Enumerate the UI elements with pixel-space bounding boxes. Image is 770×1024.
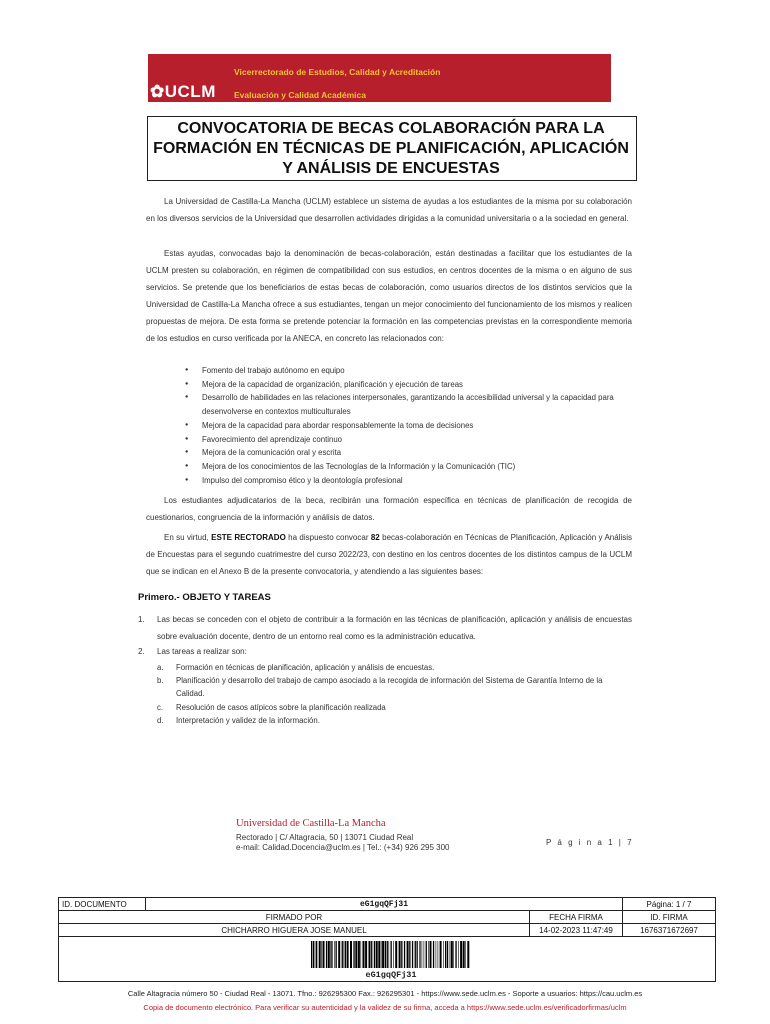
table-row	[59, 898, 716, 911]
rectorado-paragraph	[146, 529, 632, 580]
contact-footer: Calle Altagracia número 50 - Ciudad Real - 13071. Tfno.: 926295300 Fax.: 926295301 - https://www.sede.uclm.es - Soporte a usuarios: https://cau.uclm.es	[127, 989, 643, 998]
barcode-bar	[381, 941, 382, 968]
document-code: eG1gqQFj31	[146, 898, 623, 911]
item-number: 2.	[138, 647, 145, 656]
signer-name: CHICHARRO HIGUERA JOSE MANUEL	[59, 924, 530, 937]
barcode-bar	[433, 941, 434, 968]
becas-count: 82	[370, 533, 380, 542]
barcode-bar	[389, 941, 390, 968]
barcode-bar	[393, 941, 394, 968]
barcode-bar	[319, 941, 321, 968]
sub-item: Interpretación y validez de la información.	[176, 716, 320, 725]
barcode-bar	[328, 941, 330, 968]
barcode-bar	[361, 941, 362, 968]
barcode-bar	[460, 941, 462, 968]
barcode-bar	[443, 941, 444, 968]
barcode-bar	[376, 941, 378, 968]
barcode-bar	[450, 941, 451, 968]
barcode-bar	[374, 941, 375, 968]
barcode-bar	[415, 941, 416, 968]
barcode-bar	[438, 941, 439, 968]
barcode-bar	[440, 941, 442, 968]
sign-date: 14-02-2023 11:47:49	[530, 924, 623, 937]
signature-id: 1676371672697	[623, 924, 716, 937]
section-heading: Primero.- OBJETO Y TAREAS	[138, 592, 271, 603]
barcode-bar	[371, 941, 372, 968]
barcode-bar	[458, 941, 459, 968]
barcode-bar	[353, 941, 354, 968]
section-item-2: Las tareas a realizar son:	[157, 647, 247, 656]
sub-letter: b.	[157, 676, 164, 685]
barcode-bar	[407, 941, 409, 968]
intro-paragraph-2: Estas ayudas, convocadas bajo la denominación de becas-colaboración, están destinadas a facilitar que los estudiantes de la UCLM presten su colaboración, en régimen de compatibilidad con sus estudios, en centros docentes de la misma o en alguno de sus servicios. Se pretende que los beneficiarios de estas becas de colaboración, como usuarios directos de los distintos servicios que la Universidad de Castilla-La Mancha ofrece a sus estudiantes, tengan un mejor conocimiento del funcionamiento de los mismos y realicen propuestas de mejora. De esta forma se pretende potenciar la formación en las competencias previstas en la correspondiente memoria de los estudios en curso verificada por la ANECA, en concreto las relacionados con:	[146, 249, 632, 343]
barcode-bar	[369, 941, 371, 968]
barcode-bar	[419, 941, 420, 968]
sub-item: Resolución de casos atípicos sobre la planificación realizada	[176, 703, 386, 712]
barcode-bar	[409, 941, 410, 968]
uclm-logo-text	[150, 82, 216, 102]
page-number: P á g i n a 1 | 7	[546, 838, 634, 847]
logo-emblem-icon: ✿	[150, 82, 165, 101]
barcode-bar	[363, 941, 365, 968]
verification-note: Copia de documento electrónico. Para verificar su autenticidad y la validez de su firma, acceda a https://www.sede.uclm.es/verificadorfirmas/uclm	[143, 1003, 627, 1012]
sub-item: Formación en técnicas de planificación, aplicación y análisis de encuestas.	[176, 663, 435, 672]
barcode-bar	[330, 941, 331, 968]
university-name: Universidad de Castilla-La Mancha	[236, 818, 386, 829]
barcode-bar	[378, 941, 380, 968]
barcode-image	[311, 941, 471, 968]
barcode-bar	[436, 941, 437, 968]
barcode-bar	[391, 941, 392, 968]
barcode-code: eG1gqQFj31	[365, 970, 417, 980]
logo-label: UCLM	[164, 82, 216, 101]
fecha-label: FECHA FIRMA	[530, 911, 623, 924]
barcode-bar	[451, 941, 453, 968]
barcode-bar	[332, 941, 333, 968]
text-run: becas-colaboración en Técnicas de Planificación, Aplicación y Análisis de Encuestas para el segundo cuatrimestre del curso 2022/23, con destino en los centros docentes de los distintos campus de la UCLM que se indican en el Anexo B de la presente convocatoria, y atendiendo a las siguientes bases:	[146, 533, 633, 576]
competencies-list	[146, 364, 632, 487]
university-contact: e-mail: Calidad.Docencia@uclm.es | Tel.: (+34) 926 295 300	[236, 843, 450, 852]
barcode-bar	[465, 941, 466, 968]
barcode-bar	[420, 941, 421, 968]
firmado-label: FIRMADO POR	[59, 911, 530, 924]
intro-paragraph-1: La Universidad de Castilla-La Mancha (UCLM) establece un sistema de ayudas a los estudiantes de la misma por su colaboración en los diversos servicios de la Universidad que desarrollen actividades dirigidas a la comunidad universitaria o a la sociedad en general.	[146, 197, 632, 223]
list-item: ● Favorecimiento del aprendizaje continuo	[146, 433, 632, 447]
training-paragraph: Los estudiantes adjudicatarios de la beca, recibirán una formación específica en técnicas de planificación de recogida de cuestionarios, congruencia de la información y análisis de datos.	[146, 496, 632, 522]
barcode-bar	[350, 941, 352, 968]
barcode-bar	[455, 941, 456, 968]
barcode-bar	[316, 941, 317, 968]
barcode-bar	[311, 941, 312, 968]
barcode-bar	[447, 941, 448, 968]
barcode-bar	[321, 941, 322, 968]
sub-item: Planificación y desarrollo del trabajo de campo asociado a la recogida de información del Sistema de Garantía Interno de la Calidad.	[176, 676, 603, 698]
barcode-bar	[445, 941, 446, 968]
barcode-bar	[345, 941, 346, 968]
barcode-bar	[412, 941, 413, 968]
barcode-bar	[338, 941, 340, 968]
barcode-bar	[358, 941, 360, 968]
page-count: Página: 1 / 7	[623, 898, 716, 911]
barcode-bar	[382, 941, 384, 968]
barcode-bar	[326, 941, 327, 968]
sub-letter: a.	[157, 663, 164, 672]
rectorado-bold: ESTE RECTORADO	[211, 533, 286, 542]
list-item: ● Mejora de la capacidad de organización, planificación y ejecución de tareas	[146, 378, 632, 392]
barcode-bar	[404, 941, 405, 968]
barcode-bar	[315, 941, 316, 968]
barcode-bar	[387, 941, 388, 968]
table-row	[59, 911, 716, 924]
header-vicerrectorado: Vicerrectorado de Estudios, Calidad y Acreditación	[234, 67, 441, 77]
barcode-bar	[347, 941, 349, 968]
list-item: ● Impulso del compromiso ético y la deontología profesional	[146, 474, 632, 488]
barcode-bar	[467, 941, 469, 968]
sub-letter: d.	[157, 716, 164, 725]
header-evaluacion: Evaluación y Calidad Académica	[234, 90, 366, 100]
barcode-bar	[365, 941, 367, 968]
id-label: ID. DOCUMENTO	[59, 898, 146, 911]
barcode-bar	[453, 941, 454, 968]
barcode-bar	[401, 941, 402, 968]
list-item: ● Fomento del trabajo autónomo en equipo	[146, 364, 632, 378]
barcode-bar	[344, 941, 345, 968]
university-address: Rectorado | C/ Altagracia, 50 | 13071 Ciudad Real	[236, 833, 414, 842]
document-title: CONVOCATORIA DE BECAS COLABORACIÓN PARA LA FORMACIÓN EN TÉCNICAS DE PLANIFICACIÓN, APLICACIÓN Y ANÁLISIS DE ENCUESTAS	[153, 120, 629, 177]
barcode-bar	[430, 941, 432, 968]
item-number: 1.	[138, 615, 145, 624]
barcode-bar	[399, 941, 401, 968]
barcode-bar	[395, 941, 397, 968]
text-run: ha dispuesto convocar	[285, 533, 371, 542]
barcode-bar	[428, 941, 429, 968]
barcode-bar	[417, 941, 418, 968]
barcode-bar	[336, 941, 337, 968]
barcode-bar	[355, 941, 357, 968]
sub-letter: c.	[157, 703, 164, 712]
list-item: ● Mejora de la capacidad para abordar responsablemente la toma de decisiones	[146, 419, 632, 433]
barcode-bar	[463, 941, 465, 968]
list-item: ● Mejora de la comunicación oral y escrita	[146, 446, 632, 460]
idfirma-label: ID. FIRMA	[623, 911, 716, 924]
barcode-bar	[426, 941, 427, 968]
barcode-bar	[342, 941, 343, 968]
table-row	[59, 924, 716, 937]
barcode-bar	[424, 941, 425, 968]
list-item: ● Mejora de los conocimientos de las Tecnologías de la Información y la Comunicación (TIC)	[146, 460, 632, 474]
barcode-bar	[334, 941, 335, 968]
barcode-bar	[385, 941, 386, 968]
list-item: ● Desarrollo de habilidades en las relaciones interpersonales, garantizando la accesibilidad universal y la capacidad para desenvolverse en contextos multiculturales	[146, 391, 632, 418]
text-run: En su virtud,	[164, 533, 212, 542]
barcode-bar	[422, 941, 423, 968]
section-item-1: Las becas se conceden con el objeto de contribuir a la formación en las técnicas de planificación, aplicación y análisis de encuestas sobre evaluación docente, dentro de un entorno real como es la administración educativa.	[157, 615, 632, 641]
barcode-bar	[323, 941, 325, 968]
barcode-bar	[313, 941, 314, 968]
